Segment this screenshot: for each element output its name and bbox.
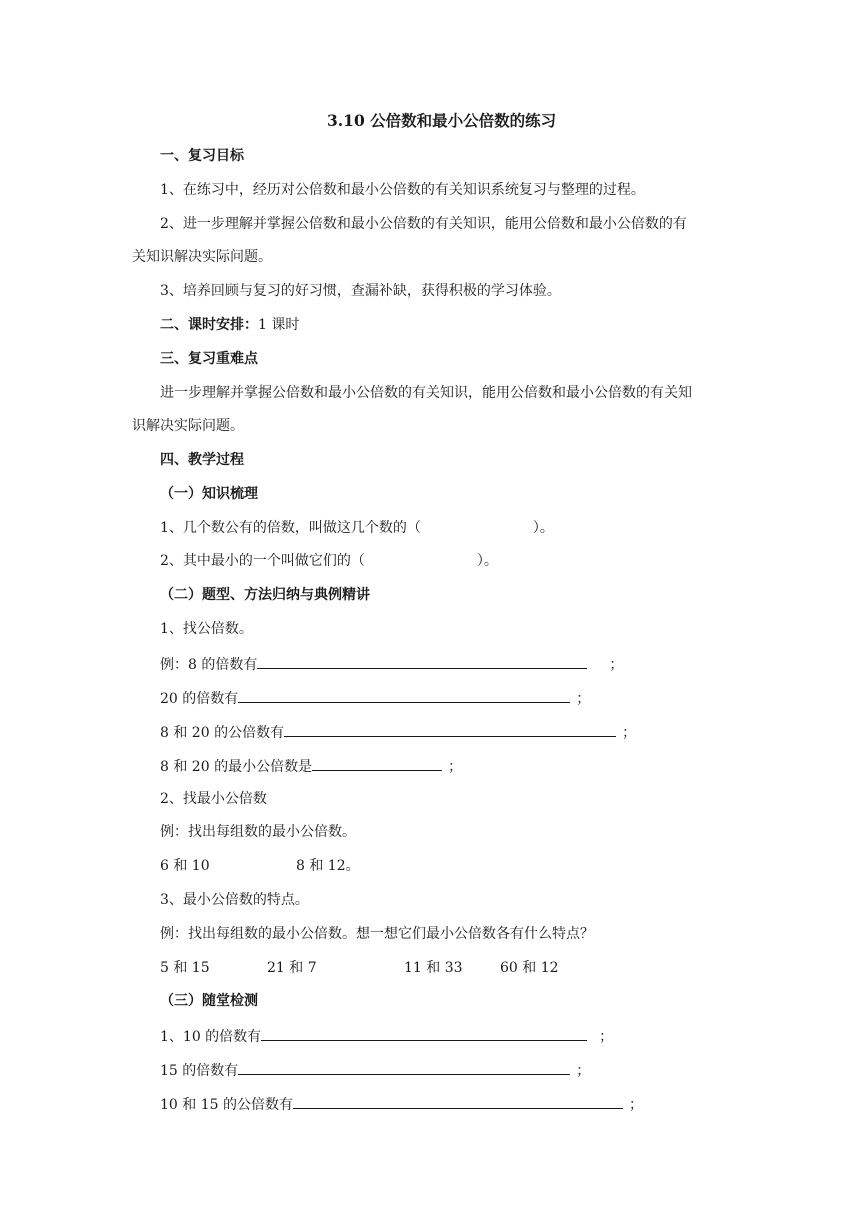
- knowledge-q2-close: ）。: [476, 553, 498, 569]
- goal-item-3: 3、培养回顾与复习的好习惯，查漏补缺，获得积极的学习体验。: [160, 283, 561, 299]
- answer-blank[interactable]: [238, 688, 570, 703]
- subheading-quiz: （三）随堂检测: [160, 993, 258, 1009]
- semicolon: ；: [609, 657, 624, 673]
- topic-2-pair-2: 8 和 12。: [296, 858, 360, 874]
- example-multiples-20: [160, 688, 590, 708]
- goal-item-2-line-1: 2、进一步理解并掌握公倍数和最小公倍数的有关知识，能用公倍数和最小公倍数的有: [160, 216, 687, 232]
- topic-2-example: 例：找出每组数的最小公倍数。: [160, 824, 356, 840]
- knowledge-q2-text: 2、其中最小的一个叫做它们的（: [160, 553, 365, 569]
- topic-2: 2、找最小公倍数: [160, 791, 267, 807]
- quiz-multiples-15: [160, 1060, 590, 1080]
- answer-blank[interactable]: [257, 654, 587, 669]
- key-points-line-2: 识解决实际问题。: [132, 418, 244, 434]
- answer-blank[interactable]: [284, 722, 616, 737]
- schedule-line: [160, 316, 299, 334]
- example-multiples-8-label: 例：8 的倍数有: [160, 657, 258, 673]
- goal-item-1: 1、在练习中，经历对公倍数和最小公倍数的有关知识系统复习与整理的过程。: [160, 182, 645, 198]
- quiz-common-multiples: [160, 1094, 643, 1114]
- answer-blank[interactable]: [261, 1026, 587, 1041]
- topic-3-pair-2: 21 和 7: [267, 960, 317, 976]
- topic-3: 3、最小公倍数的特点。: [160, 892, 309, 908]
- subheading-knowledge: （一）知识梳理: [160, 486, 258, 502]
- topic-3-example: 例：找出每组数的最小公倍数。想一想它们最小公倍数各有什么特点？: [160, 926, 594, 942]
- answer-blank[interactable]: [238, 1060, 570, 1075]
- goal-item-2-line-2: 关知识解决实际问题。: [132, 249, 272, 265]
- section-heading-review-goals: 一、复习目标: [160, 148, 244, 164]
- semicolon: ；: [448, 759, 463, 775]
- semicolon: ；: [599, 1029, 614, 1045]
- section-heading-teaching-process: 四、教学过程: [160, 452, 244, 468]
- topic-3-pair-3: 11 和 33: [404, 960, 463, 976]
- example-lcm: [160, 756, 462, 776]
- knowledge-q2: [160, 552, 498, 570]
- answer-blank[interactable]: [293, 1094, 623, 1109]
- topic-1: 1、找公倍数。: [160, 621, 253, 637]
- example-lcm-label: 8 和 20 的最小公倍数是: [160, 759, 313, 775]
- semicolon: ；: [576, 1063, 591, 1079]
- knowledge-q1-text: 1、几个数公有的倍数，叫做这几个数的（: [160, 520, 421, 536]
- quiz-multiples-10-label: 1、10 的倍数有: [160, 1029, 262, 1045]
- topic-2-pair-1: 6 和 10: [160, 858, 210, 874]
- quiz-multiples-10: [160, 1026, 613, 1046]
- example-multiples-20-label: 20 的倍数有: [160, 691, 239, 707]
- key-points-line-1: 进一步理解并掌握公倍数和最小公倍数的有关知识，能用公倍数和最小公倍数的有关知: [160, 385, 692, 401]
- schedule-value: 1 课时: [258, 317, 300, 333]
- knowledge-q1-close: ）。: [532, 520, 554, 536]
- semicolon: ；: [576, 691, 591, 707]
- subheading-question-types: （二）题型、方法归纳与典例精讲: [160, 587, 370, 603]
- section-heading-key-points: 三、复习重难点: [160, 351, 258, 367]
- answer-blank[interactable]: [312, 756, 442, 771]
- example-common-multiples-label: 8 和 20 的公倍数有: [160, 725, 285, 741]
- knowledge-q1: [160, 519, 554, 537]
- quiz-multiples-15-label: 15 的倍数有: [160, 1063, 239, 1079]
- example-common-multiples: [160, 722, 636, 742]
- quiz-common-multiples-label: 10 和 15 的公倍数有: [160, 1097, 293, 1113]
- topic-3-pair-1: 5 和 15: [160, 960, 210, 976]
- example-multiples-8: [160, 654, 623, 674]
- section-heading-schedule: 二、课时安排：: [160, 317, 258, 333]
- topic-3-pair-4: 60 和 12: [500, 960, 559, 976]
- document-title: 3.10 公倍数和最小公倍数的练习: [327, 111, 557, 130]
- semicolon: ；: [628, 1097, 643, 1113]
- semicolon: ；: [622, 725, 637, 741]
